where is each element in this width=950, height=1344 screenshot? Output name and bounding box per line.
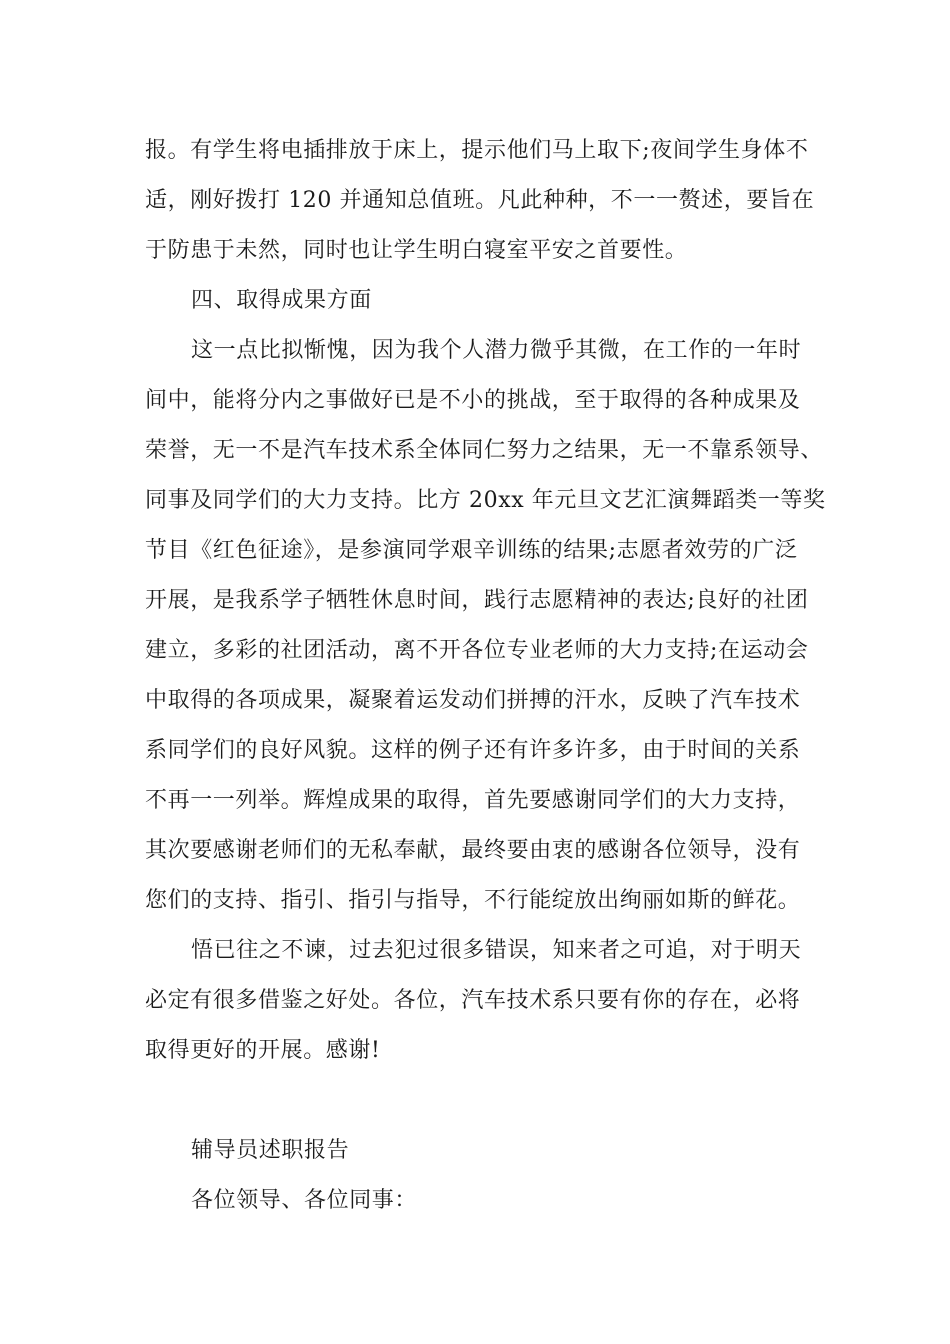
text-line-1: 报。有学生将电插排放于床上，提示他们马上取下;夜间学生身体不 — [145, 138, 809, 163]
text-line-3: 于防患于未然，同时也让学生明白寝室平安之首要性。 — [145, 238, 688, 263]
text-line-7: 荣誉，无一不是汽车技术系全体同仁努力之结果，无一不靠系领导、 — [145, 438, 824, 463]
text-line-11: 建立，多彩的社团活动，离不开各位专业老师的大力支持;在运动会 — [145, 638, 809, 663]
salutation: 各位领导、各位同事： — [191, 1188, 418, 1213]
text-line-16: 您们的支持、指引、指引与指导，不行能绽放出绚丽如斯的鲜花。 — [145, 888, 801, 913]
text-line-18: 必定有很多借鉴之好处。各位，汽车技术系只要有你的存在，必将 — [145, 988, 801, 1013]
text-line-12: 中取得的各项成果，凝聚着运发动们拼搏的汗水，反映了汽车技术 — [145, 688, 801, 713]
text-line-8: 同事及同学们的大力支持。比方 20xx 年元旦文艺汇演舞蹈类一等奖 — [145, 488, 826, 513]
text-line-6: 间中，能将分内之事做好已是不小的挑战，至于取得的各种成果及 — [145, 388, 801, 413]
text-line-14: 不再一一列举。辉煌成果的取得，首先要感谢同学们的大力支持， — [145, 788, 801, 813]
text-line-15: 其次要感谢老师们的无私奉献，最终要由衷的感谢各位领导，没有 — [145, 838, 801, 863]
section-heading: 四、取得成果方面 — [191, 288, 372, 313]
text-line-9: 节目《红色征途》，是参演同学艰辛训练的结果;志愿者效劳的广泛 — [145, 538, 798, 563]
text-line-10: 开展，是我系学子牺牲休息时间，践行志愿精神的表达;良好的社团 — [145, 588, 809, 613]
text-line-13: 系同学们的良好风貌。这样的例子还有许多许多，由于时间的关系 — [145, 738, 801, 763]
text-line-17: 悟已往之不谏，过去犯过很多错误，知来者之可追，对于明天 — [191, 938, 802, 963]
text-line-19: 取得更好的开展。感谢! — [145, 1038, 381, 1063]
text-line-2: 适，刚好拨打 120 并通知总值班。凡此种种，不一一赘述，要旨在 — [145, 188, 815, 213]
text-line-5: 这一点比拟惭愧，因为我个人潜力微乎其微，在工作的一年时 — [191, 338, 802, 363]
report-title: 辅导员述职报告 — [191, 1138, 350, 1163]
